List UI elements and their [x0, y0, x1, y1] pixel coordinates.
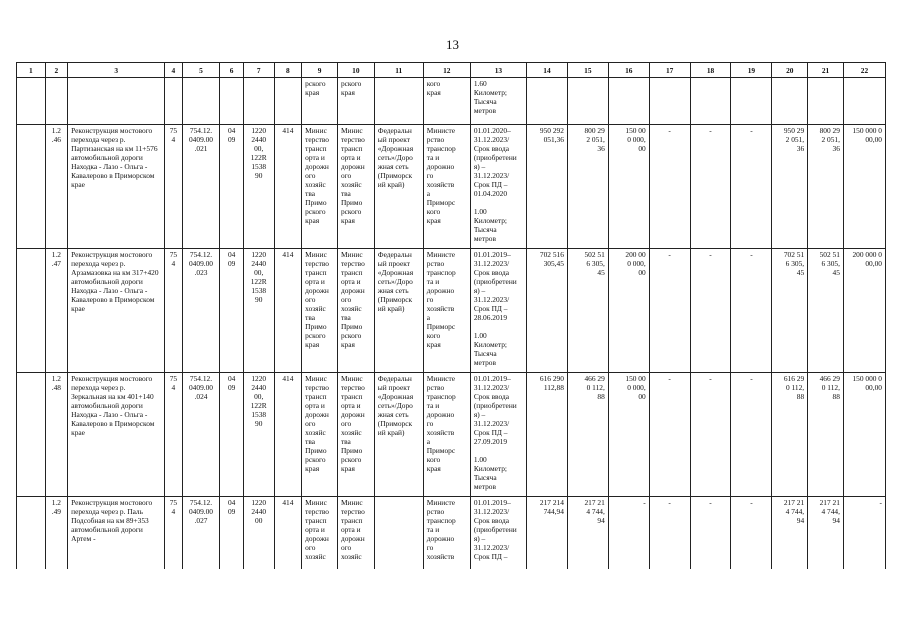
column-header: 14	[527, 63, 568, 78]
header-row	[17, 63, 886, 78]
table-cell: -	[731, 497, 772, 570]
table-cell: 616 290 112,88	[527, 373, 568, 497]
table-cell: Минис терство трансп орта и дорожн ого хозяйс тва Примо рского края	[337, 125, 374, 249]
table-cell: 950 292 051,36	[527, 125, 568, 249]
data-table	[16, 62, 886, 569]
column-header: 22	[843, 63, 885, 78]
table-cell: Министе рство транспор та и дорожно го хозяйств а Приморс кого края	[423, 373, 470, 497]
table-cell: Минис терство трансп орта и дорожн ого хозяйс тва Примо рского края	[302, 249, 338, 373]
table-cell: 75 4	[165, 497, 182, 570]
table-cell: Министе рство транспор та и дорожно го хозяйств	[423, 497, 470, 570]
table-cell: 01.01.2019– 31.12.2023/ Срок ввода (приобретени я) – 31.12.2023/ Срок ПД – 28.06.2019 1.00 Километр; Тысяча метров	[470, 249, 526, 373]
column-header: 9	[302, 63, 338, 78]
table-cell: 217 21 4 744, 94	[808, 497, 844, 570]
table-cell: 1220 2440 00	[243, 497, 274, 570]
table-cell: -	[690, 497, 731, 570]
column-header: 1	[17, 63, 46, 78]
table-cell: 466 29 0 112, 88	[567, 373, 608, 497]
table-cell: 414	[274, 125, 302, 249]
table-cell	[731, 78, 772, 125]
table-cell: кого края	[423, 78, 470, 125]
table-cell: Министе рство транспор та и дорожно го хозяйств а Приморс кого края	[423, 249, 470, 373]
table-cell: Минис терство трансп орта и дорожн ого хозяйс тва Примо рского края	[337, 373, 374, 497]
table-cell: 754.12. 0409.00 .023	[182, 249, 220, 373]
page-number: 13	[446, 37, 459, 52]
table-cell: 702 516 305,45	[527, 249, 568, 373]
table-cell: -	[608, 497, 649, 570]
table-cell: 800 29 2 051, 36	[808, 125, 844, 249]
column-header: 3	[68, 63, 165, 78]
column-header: 5	[182, 63, 220, 78]
table-cell	[220, 78, 244, 125]
table-cell: 1.2 .48	[45, 373, 67, 497]
column-header: 17	[649, 63, 690, 78]
table-cell	[17, 125, 46, 249]
table-cell: 01.01.2019– 31.12.2023/ Срок ввода (приобретени я) – 31.12.2023/ Срок ПД –	[470, 497, 526, 570]
table-cell: 502 51 6 305, 45	[567, 249, 608, 373]
table-cell	[243, 78, 274, 125]
column-header: 13	[470, 63, 526, 78]
table-row	[17, 373, 886, 497]
table-cell: 502 51 6 305, 45	[808, 249, 844, 373]
table-cell	[274, 78, 302, 125]
table-cell: -	[690, 249, 731, 373]
table-cell: Минис терство трансп орта и дорожн ого хозяйс тва Примо рского края	[302, 125, 338, 249]
table-cell: 1220 2440 00, 122R 1538 90	[243, 249, 274, 373]
table-cell: 217 214 744,94	[527, 497, 568, 570]
table-cell	[17, 497, 46, 570]
column-header: 15	[567, 63, 608, 78]
table-cell: 1220 2440 00, 122R 1538 90	[243, 373, 274, 497]
table-cell: -	[731, 249, 772, 373]
table-cell	[17, 249, 46, 373]
table-cell: 75 4	[165, 125, 182, 249]
table-cell: 414	[274, 249, 302, 373]
table-cell: Минис терство трансп орта и дорожн ого хозяйс	[302, 497, 338, 570]
table-cell: -	[843, 497, 885, 570]
table-cell	[808, 78, 844, 125]
table-cell: 150 000 0 00,00	[843, 125, 885, 249]
table-cell	[45, 78, 67, 125]
table-cell: 754.12. 0409.00 .027	[182, 497, 220, 570]
table-cell: 150 000 0 00,00	[843, 373, 885, 497]
table-cell: 200 000 0 00,00	[843, 249, 885, 373]
column-header: 19	[731, 63, 772, 78]
table-cell	[527, 78, 568, 125]
table-cell: -	[731, 373, 772, 497]
table-cell: 217 21 4 744, 94	[772, 497, 808, 570]
table-cell: Реконструкция мостового перехода через р. Арзамазовка на км 317+420 автомобильной дороги Находка - Лазо - Ольга - Кавалерово в Приморском крае	[68, 249, 165, 373]
column-header: 4	[165, 63, 182, 78]
table-cell: -	[649, 249, 690, 373]
table-cell: Реконструкция мостового перехода через р. Зеркальная на км 401+140 автомобильной дороги Находка - Лазо - Ольга - Кавалерово в Приморском крае	[68, 373, 165, 497]
table-cell: Федеральн ый проект «Дорожная сеть»/Доро жная сеть (Приморск ий край)	[374, 249, 423, 373]
table-cell: 150 00 0 000, 00	[608, 125, 649, 249]
table-cell: Минис терство трансп орта и дорожн ого хозяйс тва Примо рского края	[302, 373, 338, 497]
table-cell: -	[649, 373, 690, 497]
table-cell: 75 4	[165, 373, 182, 497]
table-cell: 150 00 0 000, 00	[608, 373, 649, 497]
table-row	[17, 249, 886, 373]
table-cell: 414	[274, 497, 302, 570]
column-header: 8	[274, 63, 302, 78]
table-cell	[374, 78, 423, 125]
table-cell	[608, 78, 649, 125]
table-cell: 200 00 0 000, 00	[608, 249, 649, 373]
table-cell: 754.12. 0409.00 .021	[182, 125, 220, 249]
table-cell: 01.01.2020– 31.12.2023/ Срок ввода (приобретени я) – 31.12.2023/ Срок ПД – 01.04.2020 1.00 Километр; Тысяча метров	[470, 125, 526, 249]
column-header: 11	[374, 63, 423, 78]
table-cell	[567, 78, 608, 125]
table-cell: Реконструкция мостового перехода через р. Партизанская на км 11+576 автомобильной дороги Находка - Лазо - Ольга - Кавалерово в Приморском крае	[68, 125, 165, 249]
table-cell: 950 29 2 051, 36	[772, 125, 808, 249]
table-cell: Федеральн ый проект «Дорожная сеть»/Доро жная сеть (Приморск ий край)	[374, 373, 423, 497]
table-cell	[17, 78, 46, 125]
table-cell	[68, 78, 165, 125]
table-cell: 702 51 6 305, 45	[772, 249, 808, 373]
table-cell: 04 09	[220, 373, 244, 497]
table-cell: Министе рство транспор та и дорожно го хозяйств а Приморс кого края	[423, 125, 470, 249]
table-cell: 1220 2440 00, 122R 1538 90	[243, 125, 274, 249]
table-cell: -	[649, 125, 690, 249]
table-row	[17, 497, 886, 570]
table-cell	[690, 78, 731, 125]
table-cell	[17, 373, 46, 497]
table-cell	[649, 78, 690, 125]
table-cell: 1.60 Километр; Тысяча метров	[470, 78, 526, 125]
column-header: 18	[690, 63, 731, 78]
table-cell	[182, 78, 220, 125]
table-cell: Минис терство трансп орта и дорожн ого хозяйс	[337, 497, 374, 570]
table-cell	[772, 78, 808, 125]
table-cell: рского края	[302, 78, 338, 125]
table-row	[17, 125, 886, 249]
table-cell: 75 4	[165, 249, 182, 373]
table-cell: 414	[274, 373, 302, 497]
table-cell: -	[690, 373, 731, 497]
table-cell: -	[649, 497, 690, 570]
table-cell: Минис терство трансп орта и дорожн ого хозяйс тва Примо рского края	[337, 249, 374, 373]
column-header: 10	[337, 63, 374, 78]
table-cell: 466 29 0 112, 88	[808, 373, 844, 497]
table-cell: Реконструкция мостового перехода через р. Паль Подсобная на км 89+353 автомобильной дороги Артем -	[68, 497, 165, 570]
table-cell: Федеральн ый проект «Дорожная сеть»/Доро жная сеть (Приморск ий край)	[374, 125, 423, 249]
table-cell: 1.2 .49	[45, 497, 67, 570]
table-cell: рского края	[337, 78, 374, 125]
table-cell: -	[731, 125, 772, 249]
column-header: 6	[220, 63, 244, 78]
table-cell: 01.01.2019– 31.12.2023/ Срок ввода (приобретени я) – 31.12.2023/ Срок ПД – 27.09.2019 1.00 Километр; Тысяча метров	[470, 373, 526, 497]
table-cell	[374, 497, 423, 570]
table-cell: 217 21 4 744, 94	[567, 497, 608, 570]
table-cell	[165, 78, 182, 125]
table-cell: 1.2 .47	[45, 249, 67, 373]
column-header: 20	[772, 63, 808, 78]
table-cell: 1.2 .46	[45, 125, 67, 249]
table-cell: 754.12. 0409.00 .024	[182, 373, 220, 497]
column-header: 7	[243, 63, 274, 78]
table-cell: 616 29 0 112, 88	[772, 373, 808, 497]
table-cell: 800 29 2 051, 36	[567, 125, 608, 249]
table-cell: 04 09	[220, 249, 244, 373]
table-cell: 04 09	[220, 125, 244, 249]
table-row	[17, 78, 886, 125]
column-header: 21	[808, 63, 844, 78]
column-header: 2	[45, 63, 67, 78]
table-cell: -	[690, 125, 731, 249]
table-cell: 04 09	[220, 497, 244, 570]
column-header: 12	[423, 63, 470, 78]
column-header: 16	[608, 63, 649, 78]
table-cell	[843, 78, 885, 125]
